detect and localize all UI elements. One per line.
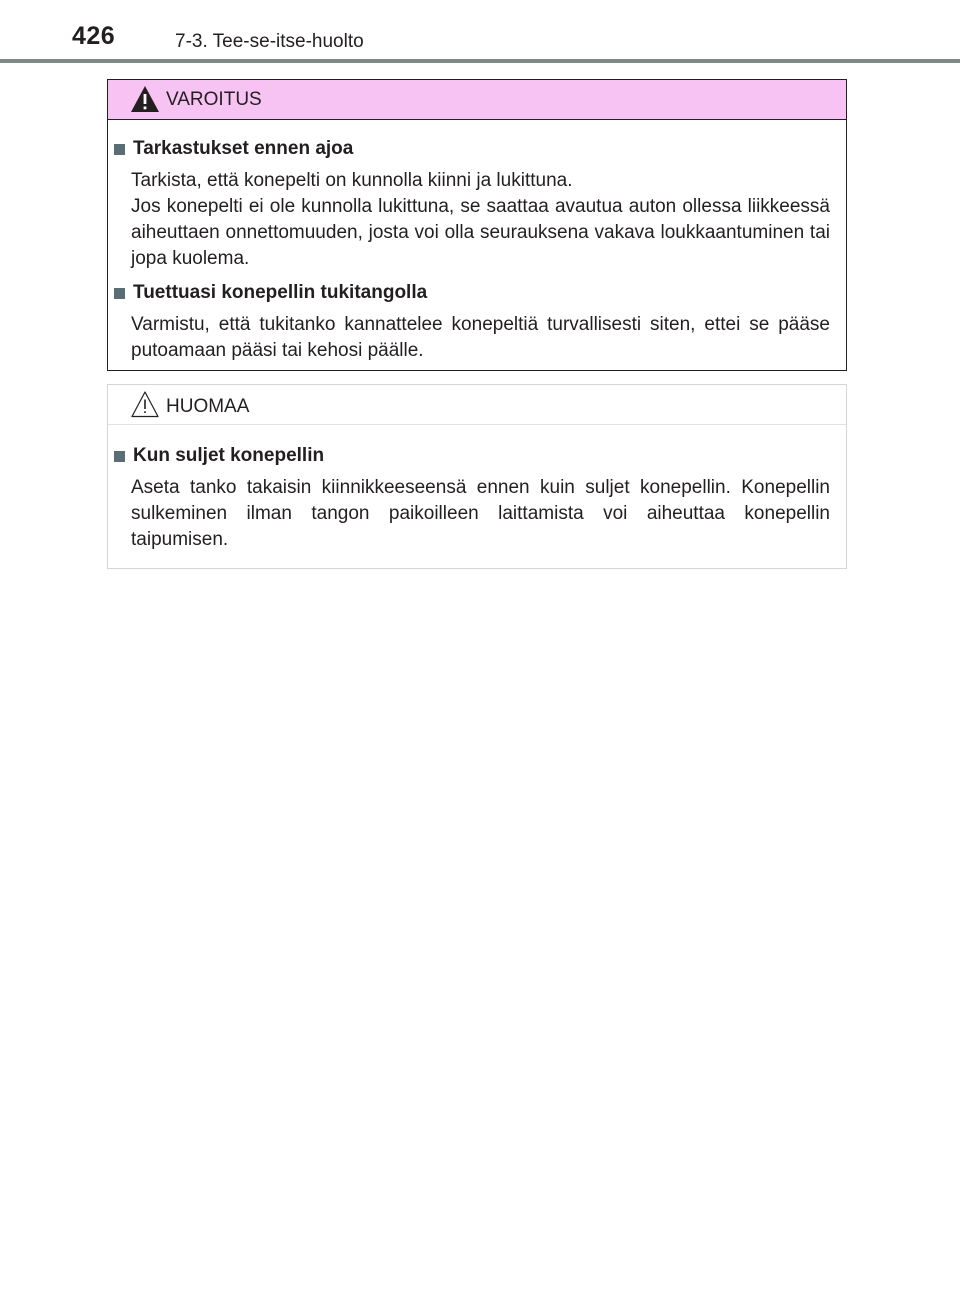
notice-item-title: [114, 443, 830, 469]
section-title: 7-3. Tee-se-itse-huolto: [175, 31, 364, 52]
warning-item-title-text: Tarkastukset ennen ajoa: [133, 138, 354, 159]
notice-box-header: [108, 385, 846, 425]
page-number: 426: [72, 22, 116, 50]
page-header: [0, 0, 960, 64]
warning-item: [114, 136, 830, 272]
warning-item: [114, 280, 830, 364]
square-bullet-icon: [114, 144, 125, 155]
paragraph: Varmistu, että tukitanko kannattelee konepeltiä turvallisesti siten, ettei se pääse putoamaan pääsi tai kehosi päälle.: [131, 314, 830, 361]
notice-item: [114, 443, 830, 553]
notice-label: HUOMAA: [166, 396, 250, 417]
warning-label: VAROITUS: [166, 89, 262, 110]
paragraph: Tarkista, että konepelti on kunnolla kiinni ja lukittuna.: [131, 170, 573, 191]
notice-item-title-text: Kun suljet konepellin: [133, 445, 325, 466]
paragraph: Jos konepelti ei ole kunnolla lukittuna, se saattaa avautua auton ollessa liikkeessä aiheuttaen onnettomuuden, josta voi olla seurauksena vakava loukkaantuminen tai jopa kuolema.: [131, 196, 830, 269]
warning-box: [107, 79, 847, 371]
warning-box-header: [108, 80, 846, 120]
square-bullet-icon: [114, 451, 125, 462]
warning-item-text: [131, 168, 830, 272]
notice-item-text: [131, 475, 830, 553]
caution-triangle-outline-icon: [130, 390, 160, 418]
warning-box-body: [108, 120, 846, 364]
warning-item-title-text: Tuettuasi konepellin tukitangolla: [133, 282, 428, 303]
header-rule: [0, 59, 960, 63]
square-bullet-icon: [114, 288, 125, 299]
warning-item-title: [114, 280, 830, 306]
warning-item-text: [131, 312, 830, 364]
paragraph: Aseta tanko takaisin kiinnikkeeseensä ennen kuin suljet konepellin. Konepellin sulkeminen ilman tangon paikoilleen laittamista voi aiheuttaa konepellin taipumisen.: [131, 477, 830, 550]
warning-triangle-icon: [130, 85, 160, 113]
warning-item-title: [114, 136, 830, 162]
notice-box: [107, 384, 847, 569]
notice-box-body: [108, 425, 846, 553]
